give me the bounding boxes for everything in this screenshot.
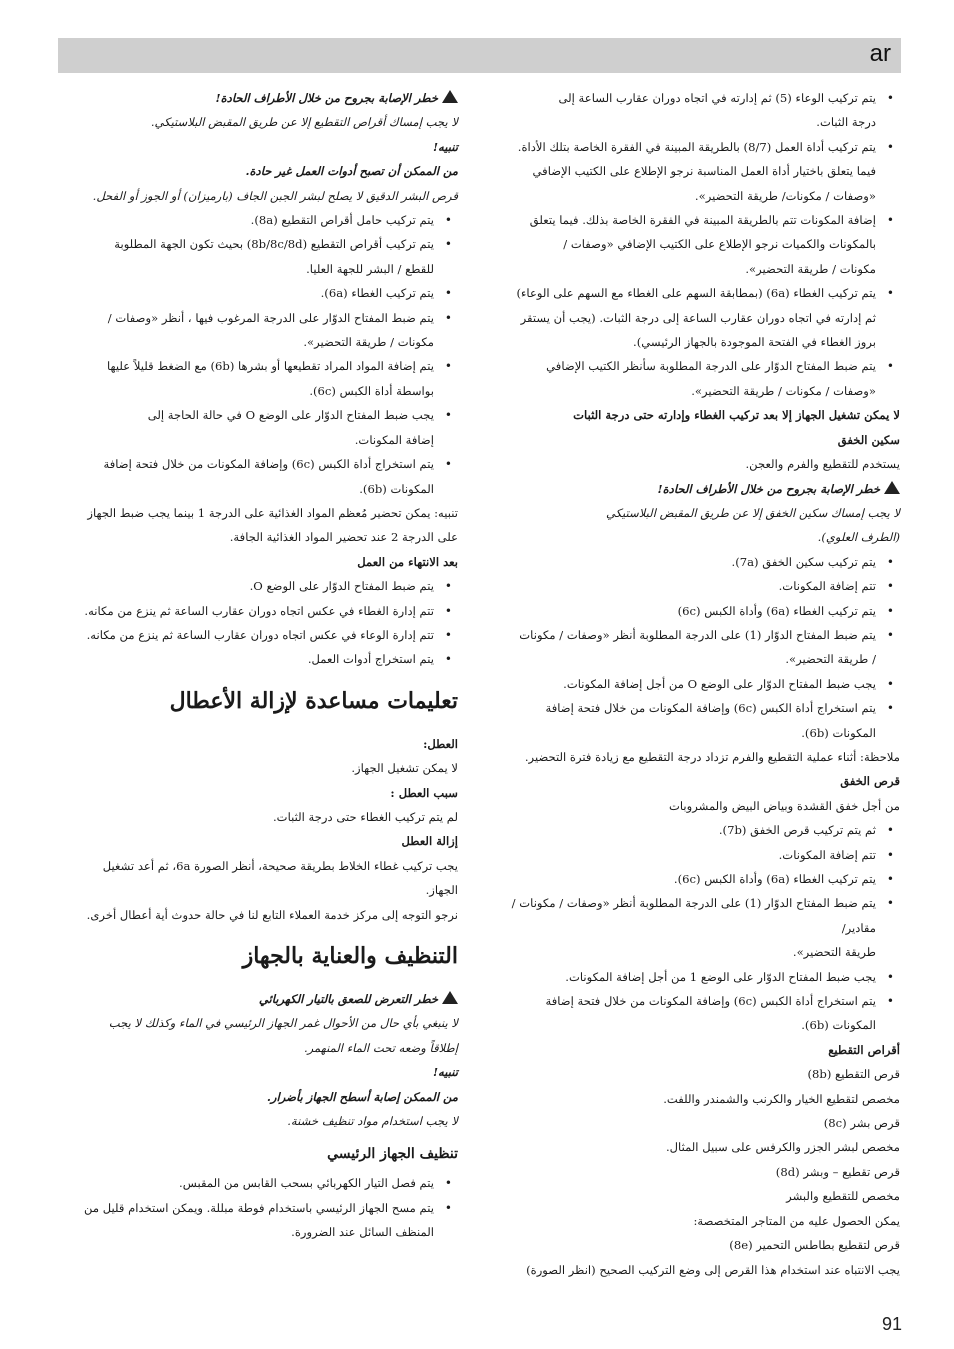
line-text: لم يتم تركيب الغطاء حتى درجة الثبات. xyxy=(272,809,458,824)
line-text: المكونات (6b). xyxy=(801,1018,876,1033)
line-text: يتم تركيب الغطاء (6a) وأداة الكبس (6c) xyxy=(677,603,876,618)
list-item-continuation xyxy=(500,379,900,403)
list-item xyxy=(500,550,900,574)
line-text: خطر الإصابة بجروح من خلال الأطراف الحادة! xyxy=(657,481,880,496)
list-item-continuation xyxy=(500,257,900,281)
bold-label xyxy=(500,769,900,793)
warning-text xyxy=(68,110,458,134)
line-text: المكونات (6b). xyxy=(801,725,876,740)
list-item xyxy=(500,208,900,232)
line-text: يتم تركيب أداة العمل (8/7) بالطريقة المبينة في الفقرة الخاصة بتلك الأداة. xyxy=(517,139,876,154)
list-item xyxy=(500,867,900,891)
line-text: ملاحظة: أثناء عملية التقطيع والفرم تزداد درجة التقطيع مع زيادة فترة التحضير. xyxy=(524,749,900,764)
list-item xyxy=(500,696,900,720)
list-item-continuation xyxy=(500,647,900,671)
line-text: تنبيه! xyxy=(432,139,458,154)
line-text: يتم إضافة المواد المراد تقطيعها أو بشرها (6b) مع الضغط قليلاً عليها xyxy=(107,359,434,374)
line-text: قرص لتقطيع بطاطس التحمير (8e) xyxy=(729,1238,900,1253)
bold-label xyxy=(68,781,458,805)
section-heading xyxy=(68,686,458,716)
body-text xyxy=(500,1209,900,1233)
warning-text xyxy=(500,525,900,549)
line-text: لا يمكن تشغيل الجهاز إلا بعد تركيب الغطاء وإدارته حتى درجة الثبات xyxy=(573,408,900,423)
warning-text xyxy=(68,987,458,1011)
body-text xyxy=(500,1160,900,1184)
line-text: قرص تقطيع – وبشر (8d) xyxy=(775,1164,900,1179)
bold-label xyxy=(500,403,900,427)
warning-text xyxy=(68,184,458,208)
line-text: يتم تركيب الوعاء (5) ثم إدارته في اتجاه دوران عقارب الساعة إلى xyxy=(558,91,876,105)
line-text: إضافة المكونات. xyxy=(354,432,434,447)
body-text xyxy=(500,794,900,818)
body-text xyxy=(500,1111,900,1135)
list-item xyxy=(68,1196,458,1220)
list-item-continuation xyxy=(68,330,458,354)
line-text: تتم إدارة الوعاء في عكس اتجاه دوران عقارب الساعة ثم ينزع من مكانه. xyxy=(86,627,434,642)
line-text: يجب ضبط المفتاح الدوّار على الوضع O في حالة الحاجة إلى xyxy=(147,408,434,423)
line-text: يمكن الحصول عليه من المتاجر المتخصصة: xyxy=(693,1213,900,1228)
page-number: 91 xyxy=(881,1314,902,1334)
right-text-column xyxy=(500,86,900,1282)
line-text: يتم ضبط المفتاح الدوّار (1) على الدرجة المطلوبة أنظر «وصفات / مكونات xyxy=(519,627,876,642)
body-text xyxy=(500,1062,900,1086)
line-text: للقطع / البشر للجهة العليا. xyxy=(306,261,434,276)
line-text: يتم تركيب أقراص التقطيع (8b/8c/8d) بحيث تكون الجهة المطلوبة xyxy=(114,237,434,252)
list-item xyxy=(500,623,900,647)
line-text: تنظيف الجهاز الرئيسي xyxy=(327,1146,458,1163)
line-text: مخصص للتقطيع والبشر xyxy=(786,1189,900,1204)
body-text xyxy=(500,1258,900,1282)
line-text: المنظف السائل عند الضرورة. xyxy=(291,1225,434,1240)
line-text: تتم إضافة المكونات. xyxy=(778,579,876,594)
list-item xyxy=(500,965,900,989)
list-item-continuation xyxy=(68,257,458,281)
line-text: طريقة التحضير». xyxy=(792,945,876,960)
warning-text xyxy=(68,1060,458,1084)
list-item xyxy=(500,354,900,378)
line-text: تتم إدارة الغطاء في عكس اتجاه دوران عقارب الساعة ثم ينزع من مكانه. xyxy=(84,603,434,618)
body-text xyxy=(500,1233,900,1257)
list-item-continuation xyxy=(68,428,458,452)
line-text: يتم فصل التيار الكهربائي بسحب القابس من المقبس. xyxy=(179,1176,434,1191)
line-text: ثم إدارته في اتجاه دوران عقارب الساعة إلى درجة الثبات. (يجب أن يستقر xyxy=(520,310,876,325)
line-text: تنبيه! xyxy=(432,1065,458,1080)
line-text: يجب تركيب غطاء الخلاط بطريقة صحيحة، أنظر الصورة 6a، ثم أعد تشغيل xyxy=(102,858,458,873)
list-item xyxy=(500,86,900,110)
list-item xyxy=(500,891,900,940)
body-text xyxy=(68,903,458,927)
body-text xyxy=(68,805,458,829)
line-text: إضافة المكونات تتم بالطريقة المبينة في الفقرة الخاصة بذلك. فيما يتعلق xyxy=(529,213,876,228)
line-text: التنظيف والعناية بالجهاز xyxy=(242,943,458,969)
list-item-continuation xyxy=(500,110,900,134)
bold-label xyxy=(500,1038,900,1062)
body-text xyxy=(500,1135,900,1159)
line-text: يتم ضبط المفتاح الدوّار على الدرجة المطلوبة سأنظر الكتيب الإضافي xyxy=(546,359,876,374)
line-text: تعليمات مساعدة لإزالة الأعطال xyxy=(169,687,458,714)
line-text: يتم مسح الجهاز الرئيسي باستخدام فوطة مبللة. ويمكن استخدام قليل من xyxy=(84,1200,434,1215)
list-item-continuation xyxy=(500,940,900,964)
warning-triangle-icon xyxy=(442,991,458,1004)
line-text: إزالة العطل xyxy=(401,834,458,849)
warning-text xyxy=(500,501,900,525)
line-text: يتم تركيب الغطاء (6a) (بمطابقة السهم على الغطاء مع السهم على الوعاء) xyxy=(516,286,876,301)
line-text: درجة الثبات. xyxy=(816,115,876,130)
line-text: قرص الخفق xyxy=(840,774,900,789)
line-text: على الدرجة 2 عند تحضير المواد الغذائية الجافة. xyxy=(229,530,458,545)
warning-text xyxy=(68,1011,458,1035)
line-text: (الطرف العلوي). xyxy=(817,530,900,545)
body-text xyxy=(68,525,458,549)
list-item xyxy=(500,672,900,696)
list-item xyxy=(500,281,900,305)
line-text: يستخدم للتقطيع والفرم والعجن. xyxy=(745,457,900,472)
warning-text xyxy=(68,86,458,110)
line-text: يتم ضبط المفتاح الدوّار على الوضع O. xyxy=(249,579,434,594)
line-text: يتم ضبط المفتاح الدوّار (1) على الدرجة المطلوبة أنظر «وصفات / مكونات / مقادير/ xyxy=(511,896,876,935)
list-item-continuation xyxy=(500,184,900,208)
list-item xyxy=(500,574,900,598)
list-item xyxy=(68,574,458,598)
line-text: المكونات (6b). xyxy=(359,481,434,496)
language-header-bar xyxy=(58,38,901,73)
line-text: قرص البشر الدقيق لا يصلح لبشر الجبن الجاف (بارميزان) أو الجوز أو الفحل. xyxy=(92,188,458,203)
warning-triangle-icon xyxy=(884,481,900,494)
warning-text xyxy=(500,477,900,501)
line-text: قرص بشر (8c) xyxy=(823,1116,900,1131)
line-text: لا يجب إمساك أقراص التقطيع إلا عن طريق المقبض البلاستيكي. xyxy=(150,115,458,130)
list-item xyxy=(68,208,458,232)
line-text: «وصفات / مكونات/ طريقة التحضير». xyxy=(694,188,876,203)
body-text xyxy=(500,452,900,476)
list-item xyxy=(68,232,458,256)
list-item xyxy=(68,281,458,305)
list-item-continuation xyxy=(500,306,900,330)
list-item xyxy=(68,403,458,427)
line-text: تتم إضافة المكونات. xyxy=(778,847,876,862)
line-text: فيما يتعلق باختيار أداة العمل المناسبة نرجو الإطلاع على الكتيب الإضافي xyxy=(532,164,876,179)
body-text xyxy=(68,878,458,902)
warning-text xyxy=(68,159,458,183)
line-text: خطر التعرض للصعق بالتيار الكهربائي xyxy=(258,992,438,1006)
list-item xyxy=(500,843,900,867)
line-text: إطلاقاً وضعه تحت الماء المنهمر. xyxy=(303,1040,458,1055)
line-text: أقراص التقطيع xyxy=(828,1042,900,1057)
warning-text xyxy=(68,135,458,159)
warning-triangle-icon xyxy=(442,90,458,103)
line-text: يتم تركيب سكين الخفق (7a). xyxy=(731,554,876,569)
line-text: بواسطة أداة الكبس (6c). xyxy=(309,383,434,398)
bold-label xyxy=(68,550,458,574)
list-item xyxy=(68,599,458,623)
list-item xyxy=(500,818,900,842)
list-item xyxy=(500,599,900,623)
line-text: يتم تركيب الغطاء (6a). xyxy=(320,286,434,301)
line-text: لا ينبغي بأي حال من الأحوال غمر الجهاز الرئيسي في الماء وكذلك لا يجب xyxy=(108,1016,458,1031)
section-heading xyxy=(68,941,458,971)
list-item-continuation xyxy=(68,477,458,501)
list-item xyxy=(68,647,458,671)
bold-label xyxy=(68,732,458,756)
line-text: لا يمكن تشغيل الجهاز. xyxy=(351,761,458,776)
subsection-heading xyxy=(68,1141,458,1167)
bold-label xyxy=(500,428,900,452)
line-text: العطل: xyxy=(423,736,458,751)
line-text: بعد الانتهاء من العمل xyxy=(357,554,458,569)
line-text: مكونات / طريقة التحضير». xyxy=(303,335,434,350)
line-text: الجهاز. xyxy=(425,883,458,898)
line-text: سبب العطل : xyxy=(390,785,458,800)
warning-text xyxy=(68,1085,458,1109)
body-text xyxy=(500,1184,900,1208)
list-item-continuation xyxy=(500,721,900,745)
list-item xyxy=(68,1171,458,1195)
line-text: من الممكن إصابة أسطح الجهاز بأضرار. xyxy=(266,1089,458,1104)
list-item xyxy=(500,135,900,159)
left-text-column xyxy=(68,86,458,1245)
line-text: يتم استخراج أداة الكبس (6c) وإضافة المكونات من خلال فتحة إضافة xyxy=(545,701,876,716)
list-item xyxy=(68,306,458,330)
list-item-continuation xyxy=(500,1013,900,1037)
body-text xyxy=(68,854,458,878)
line-text: بالمكونات والكميات نرجو الإطلاع على الكتيب الإضافي «وصفات / xyxy=(563,237,876,252)
list-item xyxy=(68,452,458,476)
list-item xyxy=(500,989,900,1013)
line-text: يتم استخراج أداة الكبس (6c) وإضافة المكونات من خلال فتحة إضافة xyxy=(545,994,876,1009)
line-text: مخصص لبشر الجزر والكرفس على سبيل المثال. xyxy=(665,1140,900,1155)
list-item-continuation xyxy=(68,379,458,403)
list-item xyxy=(68,354,458,378)
line-text: من أجل خفق القشدة وبياض البيض والمشروبات xyxy=(668,798,900,813)
list-item xyxy=(68,623,458,647)
warning-text xyxy=(68,1036,458,1060)
body-text xyxy=(500,745,900,769)
line-text: يتم استخراج أدوات العمل. xyxy=(307,652,434,667)
list-item-continuation xyxy=(500,232,900,256)
body-text xyxy=(68,756,458,780)
line-text: مخصص لتقطيع الخيار والكرنب والشمندر واللفت. xyxy=(663,1091,900,1106)
line-text: لا يجب إمساك سكين الخفق إلا عن طريق المقبض البلاستيكي xyxy=(605,505,900,520)
line-text: يتم تركيب حامل أقراص التقطيع (8a). xyxy=(250,213,434,228)
line-text: ثم يتم تركيب قرص الخفق (7b). xyxy=(718,823,876,838)
list-item-continuation xyxy=(500,330,900,354)
line-text: قرص التقطيع (8b) xyxy=(807,1067,900,1082)
line-text: يتم استخراج أداة الكبس (6c) وإضافة المكونات من خلال فتحة إضافة xyxy=(103,457,434,472)
line-text: نرجو التوجه إلى مركز خدمة العملاء التابع لنا في حالة حدوث أية أعطال أخرى. xyxy=(86,907,458,922)
line-text: مكونات / طريقة التحضير». xyxy=(745,261,876,276)
language-code: ar xyxy=(869,40,891,67)
line-text: يجب ضبط المفتاح الدوّار على الوضع 1 من أجل إضافة المكونات. xyxy=(565,969,876,984)
body-text xyxy=(500,1087,900,1111)
line-text: من الممكن أن تصبح أدوات العمل غير حادة. xyxy=(245,164,458,179)
line-text: «وصفات / مكونات / طريقة التحضير». xyxy=(691,383,876,398)
line-text: يتم ضبط المفتاح الدوّار على الدرجة المرغوب فيها ، أنظر «وصفات / xyxy=(107,310,434,325)
list-item-continuation xyxy=(500,159,900,183)
line-text: تنبيه: يمكن تحضير مُعظم المواد الغذائية على الدرجة 1 بينما يجب ضبط الجهاز xyxy=(87,505,458,520)
line-text: خطر الإصابة بجروح من خلال الأطراف الحادة! xyxy=(215,91,438,105)
line-text: يجب ضبط المفتاح الدوّار على الوضع O من أجل إضافة المكونات. xyxy=(563,676,876,691)
body-text xyxy=(68,501,458,525)
line-text: / طريقة التحضير». xyxy=(785,652,876,667)
line-text: لا يجب استخدام مواد تنظيف خشنة. xyxy=(287,1114,458,1129)
line-text: بروز الغطاء في الفتحة الموجودة بالجهاز الرئيسي). xyxy=(633,335,876,350)
line-text: يتم تركيب الغطاء (6a) وأداة الكبس (6c). xyxy=(673,872,876,886)
warning-text xyxy=(68,1109,458,1133)
list-item-continuation xyxy=(68,1220,458,1244)
bold-label xyxy=(68,829,458,853)
line-text: سكين الخفق xyxy=(837,432,900,447)
line-text: يجب الانتباه عند استخدام هذا القرص إلى وضع التركيب الصحيح (انظر الصورة) xyxy=(526,1262,900,1277)
